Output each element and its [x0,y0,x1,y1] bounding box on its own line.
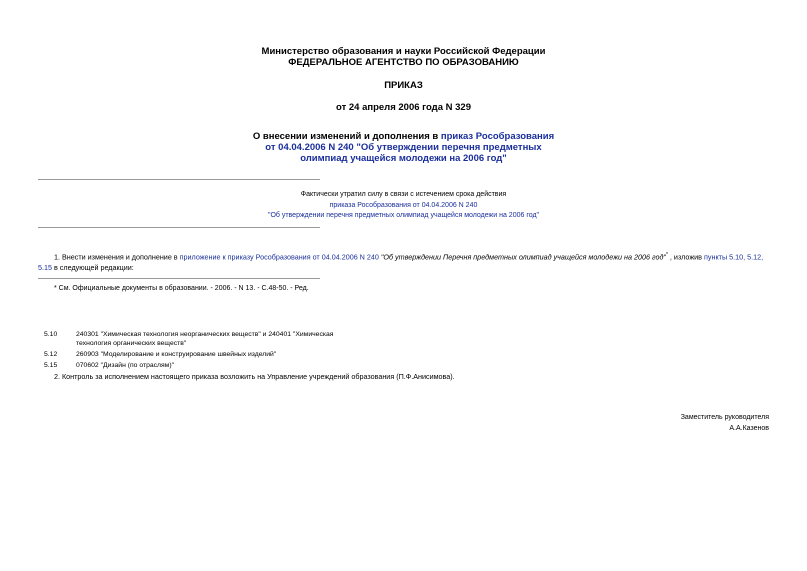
footnote-divider [38,278,320,279]
signature-name: А.А.Казенов [729,425,769,432]
document-title [0,131,807,142]
agency-name: ФЕДЕРАЛЬНОЕ АГЕНТСТВО ПО ОБРАЗОВАНИЮ [288,57,519,68]
table-row-num: 5.12 [44,351,58,358]
paragraph-2: 2. Контроль за исполнением настоящего приказа возложить на Управление учреждений образования (П.Ф.Анисимова). [54,372,455,381]
title-order-link[interactable]: приказ Рособразования [440,131,555,142]
document-type: ПРИКАЗ [384,80,423,91]
table-row-num: 5.15 [44,362,58,369]
table-row-text: 260903 "Моделирование и конструирование швейных изделий" [76,351,277,358]
title-prefix: О внесении изменений и дополнения в [252,131,441,142]
ministry-name: Министерство образования и науки Российской Федерации [261,46,546,57]
items-link[interactable]: пункты 5.10, 5.12, [704,252,764,262]
table-row-num: 5.10 [44,331,58,338]
paragraph-1-text-b: "Об утверждении Перечня предметных олимпиад учащейся молодежи на 2006 год" [378,252,666,262]
paragraph-1-text-d: в следующей редакции: [52,263,134,273]
divider-middle [38,227,320,228]
paragraph-1 [38,250,773,273]
paragraph-1-text-c: , изложив [667,252,704,262]
expiry-notice: Фактически утратил силу в связи с истечением срока действия [300,191,507,198]
footnote: * См. Официальные документы в образовании. - 2006. - N 13. - С.48-50. - Ред. [54,285,309,292]
title-line-3[interactable]: олимпиад учащейся молодежи на 2006 год" [300,153,507,164]
item-515-link[interactable]: 5.15 [38,263,52,273]
divider-top [38,179,320,180]
signature-position: Заместитель руководителя [680,414,769,421]
expiry-notice-link-2[interactable]: "Об утверждении перечня предметных олимпиад учащейся молодежи на 2006 год" [267,212,540,219]
appendix-link[interactable]: приложение к приказу Рособразования от 04.04.2006 N 240 [179,252,379,262]
footnote-marker: * [665,252,668,258]
paragraph-1-text-a: 1. Внести изменения и дополнение в [54,252,180,262]
table-row-text: 070602 "Дизайн (по отраслям)" [76,362,175,369]
table-row-text: 240301 "Химическая технология неорганических веществ" и 240401 "Химическая [76,331,334,338]
title-line-2[interactable]: от 04.04.2006 N 240 "Об утверждении перечня предметных [265,142,542,153]
table-row-text: технология органических веществ" [76,340,187,347]
document-date: от 24 апреля 2006 года N 329 [336,102,471,113]
expiry-notice-link-1[interactable]: приказа Рособразования от 04.04.2006 N 240 [329,202,478,209]
